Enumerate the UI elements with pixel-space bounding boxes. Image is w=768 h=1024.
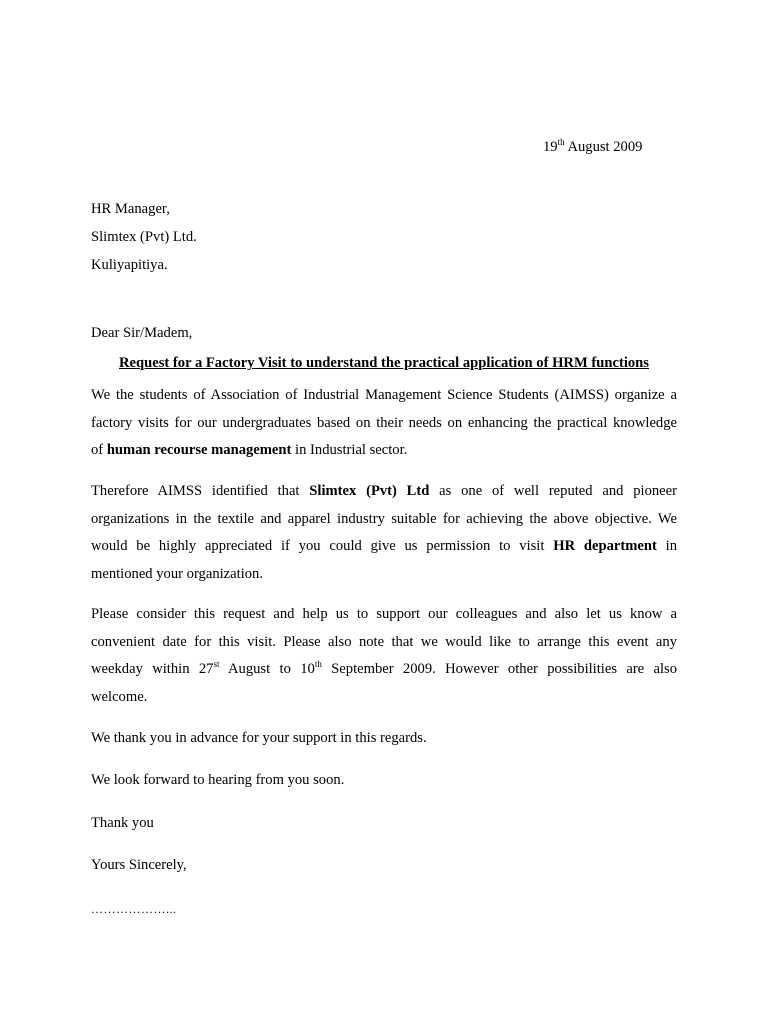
paragraph-line: We the students of Association of Industrial Management Science Students (AIMSS) organize a: [91, 387, 677, 403]
thank-you: Thank you: [91, 815, 154, 831]
paragraph-line: welcome.: [91, 688, 148, 705]
thanks-advance: We thank you in advance for your support in this regards.: [91, 730, 427, 746]
paragraph-line: weekday within 27st August to 10th September 2009. However other possibilities are also: [91, 659, 678, 677]
paragraph-line: would be highly appreciated if you could give us permission to visit HR department in: [91, 538, 678, 554]
letter-subject: Request for a Factory Visit to understand the practical application of HRM functions: [119, 355, 649, 371]
paragraph-intro: [91, 382, 677, 465]
paragraph-line: Therefore AIMSS identified that Slimtex (Pvt) Ltd as one of well reputed and pioneer: [91, 483, 677, 499]
paragraph-line: factory visits for our undergraduates based on their needs on enhancing the practical knowledge: [91, 414, 677, 431]
recipient-company: Slimtex (Pvt) Ltd.: [91, 229, 197, 245]
salutation: Dear Sir/Madem,: [91, 325, 193, 341]
paragraph-line: mentioned your organization.: [91, 565, 263, 582]
letter-date: 19th August 2009: [543, 137, 643, 155]
signature-line: ………………...: [91, 902, 177, 916]
paragraph-line: of human recourse management in Industrial sector.: [91, 442, 408, 458]
paragraph-request: [91, 478, 677, 588]
paragraph-dates: [91, 601, 677, 711]
recipient-location: Kuliyapitiya.: [91, 257, 168, 273]
recipient-title: HR Manager,: [91, 201, 170, 217]
paragraph-line: convenient date for this visit. Please also note that we would like to arrange this event any: [91, 633, 677, 650]
look-forward: We look forward to hearing from you soon.: [91, 772, 345, 788]
paragraph-line: Please consider this request and help us to support our colleagues and also let us know a: [91, 606, 677, 622]
paragraph-line: organizations in the textile and apparel industry suitable for achieving the above objective. We: [91, 510, 677, 527]
closing: Yours Sincerely,: [91, 857, 187, 873]
